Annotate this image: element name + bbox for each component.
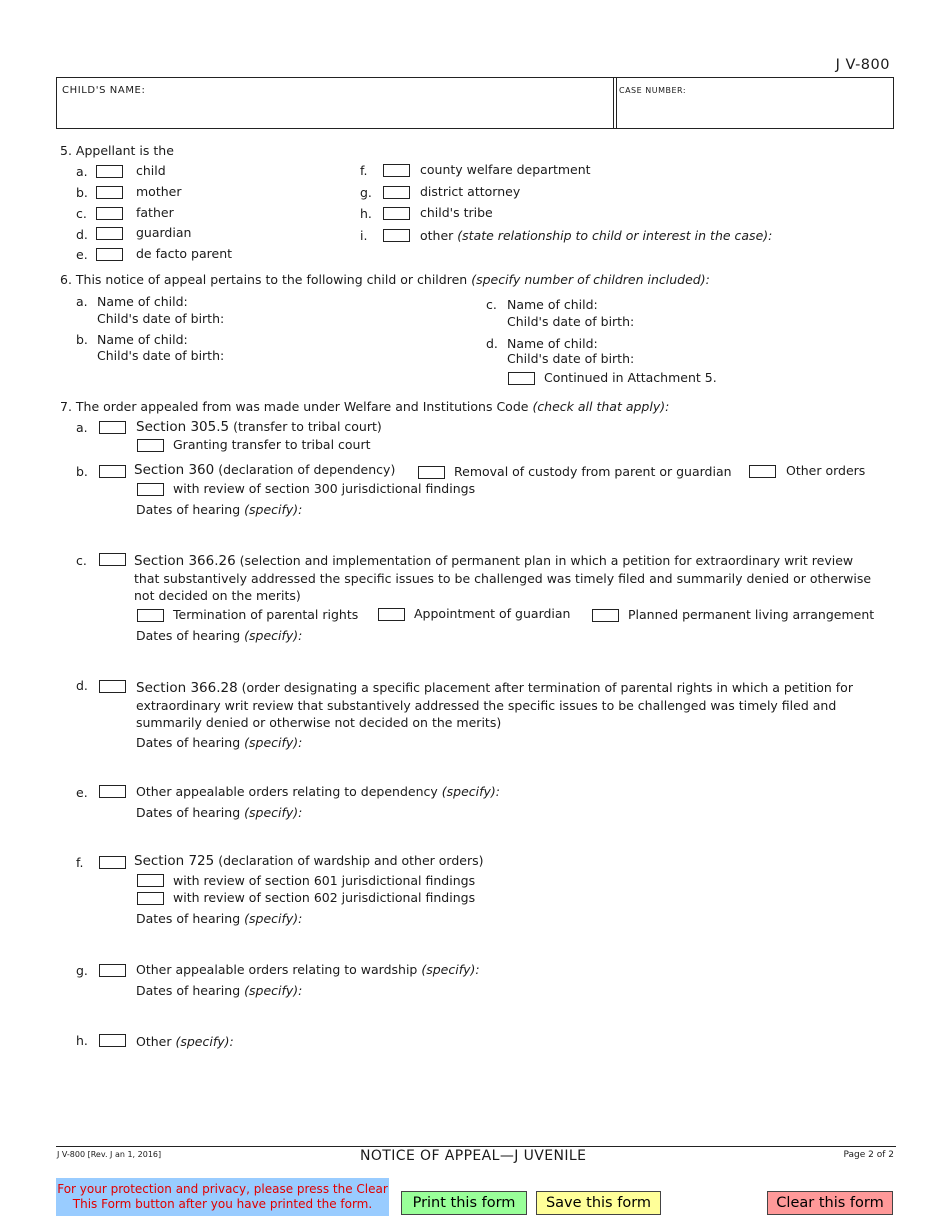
- checkbox-termination-rights[interactable]: [137, 609, 164, 622]
- q7-g-specify: (specify):: [421, 962, 480, 977]
- case-number-field[interactable]: [619, 98, 891, 127]
- checkbox-section-305-5[interactable]: [99, 421, 126, 434]
- q7-letter-c: c.: [76, 553, 87, 568]
- q7-b-sub: with review of section 300 jurisdictional findings: [173, 481, 476, 496]
- checkbox-review-300[interactable]: [137, 483, 164, 496]
- q6-letter-b: b.: [76, 332, 88, 347]
- q6-continued-label: Continued in Attachment 5.: [544, 370, 717, 385]
- q7-c-desc: (selection and implementation of permanent plan in which a petition for extraordinary writ review that substantively addressed the specific issues to be challenged was timely filed and summarily denied or otherwise not decided on the merits): [134, 553, 872, 603]
- q7-d-dates-specify: (specify):: [244, 735, 303, 750]
- q7-d-section: Section 366.28: [136, 680, 238, 696]
- q7-c-dates-specify: (specify):: [244, 628, 303, 643]
- q7-a-sub: Granting transfer to tribal court: [173, 437, 371, 452]
- q5-label-child: child: [136, 163, 166, 178]
- q7-c-opt2: Appointment of guardian: [414, 606, 571, 621]
- q7-b-opt1: Removal of custody from parent or guardian: [454, 464, 732, 479]
- checkbox-other[interactable]: [99, 1034, 126, 1047]
- q6-b-dob-label: Child's date of birth:: [97, 348, 225, 363]
- q5-letter-i: i.: [360, 228, 368, 243]
- q7-c-opt3: Planned permanent living arrangement: [628, 607, 875, 622]
- q5-label-district-attorney: district attorney: [420, 184, 521, 199]
- q7-e-specify: (specify):: [441, 784, 501, 799]
- q7-e-dates-label: Dates of hearing: [136, 805, 241, 820]
- q7-g-dates-label: Dates of hearing: [136, 983, 241, 998]
- q5-letter-d: d.: [76, 227, 88, 242]
- q5-other-text: other: [420, 228, 454, 243]
- checkbox-other-dependency[interactable]: [99, 785, 126, 798]
- q7-g-label: [136, 962, 480, 977]
- q7-c-section: Section 366.26: [134, 553, 236, 569]
- q6-b-name-label: Name of child:: [97, 332, 188, 347]
- checkbox-district-attorney[interactable]: [383, 186, 410, 199]
- q7-h-text: Other: [136, 1034, 172, 1049]
- q7-a-section: Section 305.5: [136, 419, 230, 435]
- checkbox-section-366-26[interactable]: [99, 553, 126, 566]
- q7-title-italic: (check all that apply):: [532, 399, 670, 414]
- q7-d-desc: (order designating a specific placement after termination of parental rights in which a petition for extraordinary writ review that substantively addressed the specific issues to be challenged was timely filed and summarily denied or otherwise not decided on the merits): [136, 680, 853, 730]
- q7-letter-b: b.: [76, 464, 88, 479]
- q7-letter-g: g.: [76, 963, 88, 978]
- q5-letter-b: b.: [76, 185, 88, 200]
- q7-c-opt1: Termination of parental rights: [173, 607, 359, 622]
- q7-d-label: [136, 679, 896, 731]
- checkbox-granting-transfer[interactable]: [137, 439, 164, 452]
- q5-label-county-welfare: county welfare department: [420, 162, 591, 177]
- q7-e-text: Other appealable orders relating to dependency: [136, 784, 438, 799]
- checkbox-other-relationship[interactable]: [383, 229, 410, 242]
- q7-letter-a: a.: [76, 420, 88, 435]
- q6-c-name-label: Name of child:: [507, 297, 598, 312]
- checkbox-mother[interactable]: [96, 186, 123, 199]
- q5-letter-f: f.: [360, 163, 368, 178]
- q7-f-section: Section 725: [134, 853, 215, 869]
- checkbox-section-360[interactable]: [99, 465, 126, 478]
- q7-b-label: [134, 462, 395, 478]
- q7-d-dates-label: Dates of hearing: [136, 735, 241, 750]
- checkbox-section-366-28[interactable]: [99, 680, 126, 693]
- q7-a-desc: (transfer to tribal court): [233, 419, 382, 434]
- q7-title: [60, 399, 669, 414]
- q6-d-name-label: Name of child:: [507, 336, 598, 351]
- q5-label-guardian: guardian: [136, 225, 192, 240]
- save-button[interactable]: Save this form: [536, 1191, 661, 1215]
- q7-letter-f: f.: [76, 855, 84, 870]
- q7-b-dates-label: Dates of hearing: [136, 502, 241, 517]
- checkbox-father[interactable]: [96, 207, 123, 220]
- q7-f-label: [134, 853, 484, 869]
- q7-f-dates-label: Dates of hearing: [136, 911, 241, 926]
- clear-button[interactable]: Clear this form: [767, 1191, 893, 1215]
- q7-g-text: Other appealable orders relating to wardship: [136, 962, 418, 977]
- q5-label-mother: mother: [136, 184, 182, 199]
- checkbox-removal-custody[interactable]: [418, 466, 445, 479]
- checkbox-section-725[interactable]: [99, 856, 126, 869]
- checkbox-review-602[interactable]: [137, 892, 164, 905]
- q7-h-specify: (specify):: [175, 1034, 234, 1049]
- form-id: J V-800: [835, 57, 890, 73]
- q5-letter-h: h.: [360, 206, 372, 221]
- caption-divider: [613, 77, 614, 129]
- q7-e-label: [136, 784, 500, 799]
- checkbox-childs-tribe[interactable]: [383, 207, 410, 220]
- q5-other-italic: (state relationship to child or interest in the case):: [457, 228, 773, 243]
- q7-g-dates-specify: (specify):: [244, 983, 303, 998]
- q7-f-sub2: with review of section 602 jurisdictional findings: [173, 890, 476, 905]
- q6-title-italic: (specify number of children included):: [471, 272, 710, 287]
- q7-letter-d: d.: [76, 678, 88, 693]
- q5-label-de-facto-parent: de facto parent: [136, 246, 233, 261]
- checkbox-county-welfare[interactable]: [383, 164, 410, 177]
- q5-letter-e: e.: [76, 247, 88, 262]
- checkbox-appointment-guardian[interactable]: [378, 608, 405, 621]
- q5-label-father: father: [136, 205, 174, 220]
- q7-letter-e: e.: [76, 785, 88, 800]
- checkbox-child[interactable]: [96, 165, 123, 178]
- q7-c-dates-label: Dates of hearing: [136, 628, 241, 643]
- q6-a-dob-label: Child's date of birth:: [97, 311, 225, 326]
- checkbox-other-wardship[interactable]: [99, 964, 126, 977]
- checkbox-continued-attachment[interactable]: [508, 372, 535, 385]
- q5-letter-a: a.: [76, 164, 88, 179]
- q7-d-dates: [136, 735, 302, 750]
- q7-e-dates: [136, 805, 302, 820]
- q5-letter-g: g.: [360, 185, 372, 200]
- q7-e-dates-specify: (specify):: [244, 805, 303, 820]
- q7-b-dates-specify: (specify):: [244, 502, 303, 517]
- q7-title-text: 7. The order appealed from was made under Welfare and Institutions Code: [60, 399, 529, 414]
- childs-name-field[interactable]: [58, 98, 611, 127]
- privacy-notice: For your protection and privacy, please press the Clear This Form button after you have printed the form.: [56, 1178, 389, 1216]
- q7-b-section: Section 360: [134, 462, 215, 478]
- q7-g-dates: [136, 983, 302, 998]
- checkbox-guardian[interactable]: [96, 227, 123, 240]
- q6-letter-a: a.: [76, 294, 88, 309]
- q7-a-label: [136, 419, 382, 435]
- q5-label-other: [420, 228, 772, 243]
- checkbox-other-orders[interactable]: [749, 465, 776, 478]
- q6-a-name-label: Name of child:: [97, 294, 188, 309]
- checkbox-planned-permanent[interactable]: [592, 609, 619, 622]
- q7-f-dates: [136, 911, 302, 926]
- footer-page: Page 2 of 2: [843, 1150, 894, 1160]
- q7-b-dates: [136, 502, 302, 517]
- q6-letter-c: c.: [486, 297, 497, 312]
- q5-letter-c: c.: [76, 206, 87, 221]
- q7-f-sub1: with review of section 601 jurisdictional findings: [173, 873, 476, 888]
- case-number-label: CASE NUMBER:: [619, 86, 687, 95]
- q7-b-opt2: Other orders: [786, 463, 866, 478]
- footer-rule: [56, 1146, 896, 1147]
- q7-b-desc: (declaration of dependency): [218, 462, 396, 477]
- footer-title: NOTICE OF APPEAL—J UVENILE: [360, 1148, 587, 1164]
- q6-c-dob-label: Child's date of birth:: [507, 314, 635, 329]
- q7-f-desc: (declaration of wardship and other orders): [218, 853, 484, 868]
- q6-letter-d: d.: [486, 336, 498, 351]
- checkbox-de-facto-parent[interactable]: [96, 248, 123, 261]
- q6-title: [60, 272, 710, 287]
- q6-title-text: 6. This notice of appeal pertains to the following child or children: [60, 272, 468, 287]
- q7-letter-h: h.: [76, 1033, 88, 1048]
- childs-name-label: CHILD'S NAME:: [62, 85, 146, 96]
- q6-d-dob-label: Child's date of birth:: [507, 351, 635, 366]
- q5-label-childs-tribe: child's tribe: [420, 205, 493, 220]
- checkbox-review-601[interactable]: [137, 874, 164, 887]
- q7-f-dates-specify: (specify):: [244, 911, 303, 926]
- q5-title: 5. Appellant is the: [60, 143, 174, 158]
- q7-h-label: [136, 1034, 234, 1049]
- q7-c-label: [134, 552, 874, 604]
- footer-rev: J V-800 [Rev. J an 1, 2016]: [57, 1150, 162, 1159]
- caption-divider-2: [616, 77, 617, 129]
- q7-c-dates: [136, 628, 302, 643]
- print-button[interactable]: Print this form: [401, 1191, 527, 1215]
